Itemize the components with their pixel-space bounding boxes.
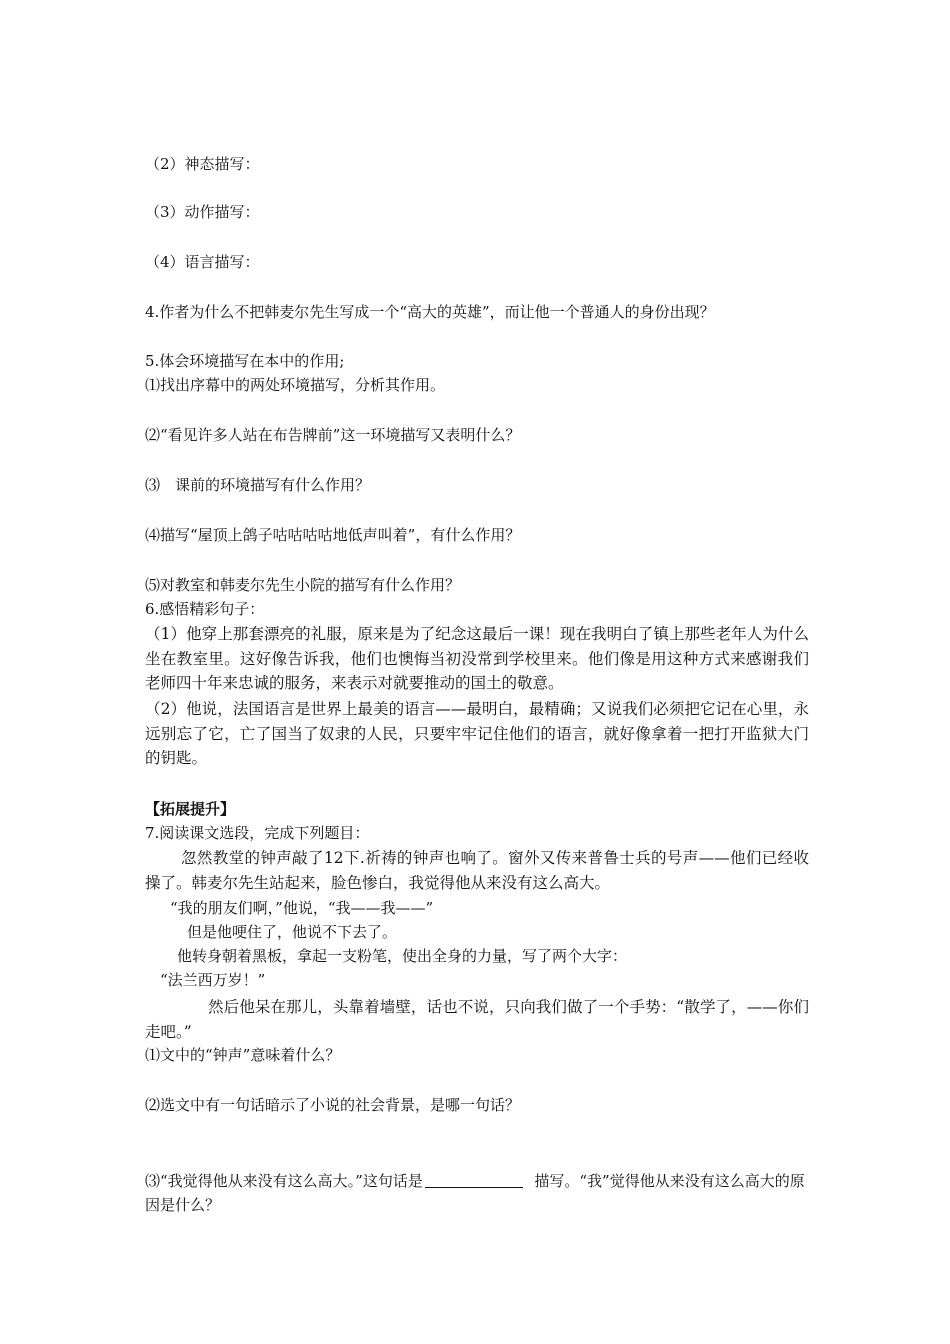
question-7-2: ⑵选文中有一句话暗示了小说的社会背景，是哪一句话？ [145,1096,521,1114]
passage-paragraph-1: 忽然教堂的钟声敲了12下.祈祷的钟声也响了。窗外又传来普鲁士兵的号声——他们已经收操了。韩麦尔先生站起来，脸色惨白，我觉得他从来没有这么高大。 [145,849,809,892]
passage-paragraph-2: “我的朋友们啊，”他说，“我——我——” [170,899,434,917]
question-5-2: ⑵“看见许多人站在布告牌前”这一环境描写又表明什么？ [145,426,521,444]
question-7-3-text-b: 描写。“我”觉得他从来没有这么高大的原因是什么？ [145,1172,805,1214]
question-5-3: ⑶ 课前的环境描写有什么作用？ [145,476,371,494]
question-7: 7.阅读课文选段，完成下列题目： [145,824,370,842]
question-6-2: （2）他说，法国语言是世界上最美的语言——最明白，最精确；又说我们必须把它记在心里，永远别忘了它，亡了国当了奴隶的人民，只要牢牢记住他们的语言，就好像拿着一把打开监狱大门的钥匙。 [145,700,809,767]
item-4: （4）语言描写： [145,253,260,271]
question-5-4: ⑷描写“屋顶上鸽子咕咕咕咕地低声叫着”，有什么作用？ [145,526,521,544]
answer-blank[interactable] [425,1171,523,1188]
section-heading: 【拓展提升】 [145,800,236,818]
passage-paragraph-3: 但是他哽住了，他说不下去了。 [187,923,398,941]
question-7-3-line-1 [145,1169,809,1217]
passage-paragraph-6: 然后他呆在那儿，头靠着墙壁，话也不说，只向我们做了一个手势：“散学了，——你们走吧。” [145,998,809,1041]
passage-paragraph-5: “法兰西万岁！” [160,971,266,989]
question-5-5: ⑸对教室和韩麦尔先生小院的描写有什么作用？ [145,576,461,594]
question-7-3-text-a: ⑶“我觉得他从来没有这么高大。”这句话是 [145,1172,423,1190]
passage-paragraph-4: 他转身朝着黑板，拿起一支粉笔，使出全身的力量，写了两个大字： [177,947,628,965]
question-5-1: ⑴找出序幕中的两处环境描写，分析其作用。 [145,376,446,394]
item-3: （3）动作描写： [145,203,260,221]
question-5: 5.体会环境描写在本中的作用; [145,352,345,370]
question-6: 6.感悟精彩句子： [145,600,265,618]
question-6-1: （1）他穿上那套漂亮的礼服，原来是为了纪念这最后一课！现在我明白了镇上那些老年人为什么坐在教室里。这好像告诉我，他们也懊悔当初没常到学校里来。他们像是用这种方式来感谢我们老师四十年来忠诚的服务，来表示对就要推动的国土的敬意。 [145,625,809,692]
question-4: 4.作者为什么不把韩麦尔先生写成一个“高大的英雄”，而让他一个普通人的身份出现？ [145,303,715,321]
item-2: （2）神态描写： [145,155,260,173]
question-7-1: ⑴文中的“钟声”意味着什么？ [145,1046,341,1064]
